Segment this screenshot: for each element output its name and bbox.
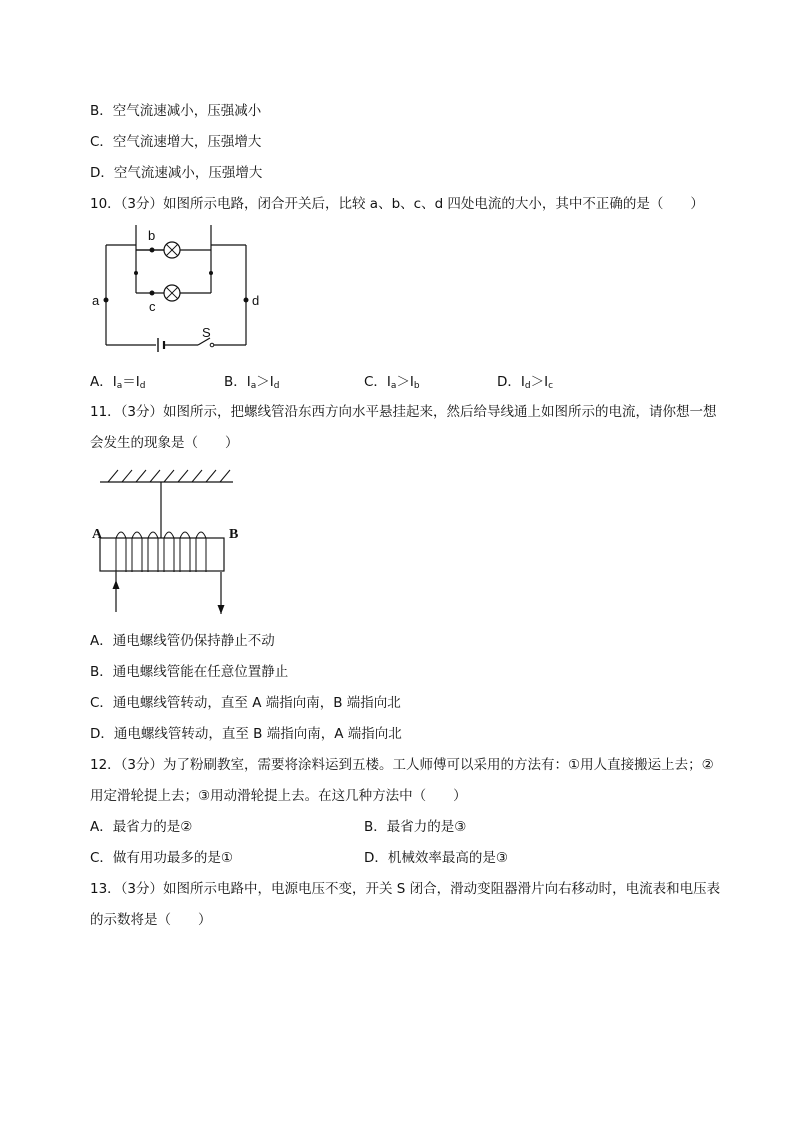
- q11-option-c: C．通电螺线管转动，直至 A 端指向南，B 端指向北: [90, 695, 401, 711]
- q10-circuit-diagram: [86, 225, 276, 360]
- q10-label-a: a: [92, 293, 100, 308]
- q10-label-d: d: [252, 293, 260, 308]
- q11-stem-line1: 11．（3分）如图所示，把螺线管沿东西方向水平悬挂起来，然后给导线通上如图所示的电流，请你想一想: [90, 404, 717, 420]
- q13-stem-line1: 13．（3分）如图所示电路中，电源电压不变，开关 S 闭合，滑动变阻器滑片向右移动时，电流表和电压表: [90, 881, 721, 897]
- q12-option-c: C．做有用功最多的是①: [90, 850, 234, 866]
- q10-option-c: C．$I_a>I_b$: [364, 374, 420, 391]
- q11-option-a: A．通电螺线管仍保持静止不动: [90, 633, 275, 649]
- q11-option-d: D．通电螺线管转动，直至 B 端指向南，A 端指向北: [90, 726, 402, 742]
- q10-label-c: c: [149, 299, 156, 314]
- q11-solenoid-diagram: [88, 462, 248, 622]
- q10-option-b: B．$I_a>I_d$: [224, 374, 280, 391]
- q11-label-b: B: [229, 527, 239, 542]
- q10-option-a: A．$I_a=I_d$: [90, 374, 146, 391]
- q10-stem: 10．（3分）如图所示电路，闭合开关后，比较 a、b、c、d 四处电流的大小，其中不正确的是（ ）: [90, 196, 704, 212]
- q12-option-d: D．机械效率最高的是③: [364, 850, 508, 866]
- q9-option-c: C．空气流速增大，压强增大: [90, 134, 262, 150]
- q12-stem-line1: 12．（3分）为了粉刷教室，需要将涂料运到五楼。工人师傅可以采用的方法有：①用人直接搬运上去；②: [90, 757, 714, 773]
- q9-option-b: B．空气流速减小，压强减小: [90, 103, 262, 119]
- q13-stem-line2: 的示数将是（ ）: [90, 912, 212, 928]
- q10-option-d: D．$I_d>I_c$: [497, 374, 554, 391]
- q11-option-b: B．通电螺线管能在任意位置静止: [90, 664, 289, 680]
- q9-option-d: D．空气流速减小，压强增大: [90, 165, 263, 181]
- q12-stem-line2: 用定滑轮提上去；③用动滑轮提上去。在这几种方法中（ ）: [90, 788, 467, 804]
- q11-label-a: A: [92, 527, 103, 542]
- q12-option-b: B．最省力的是③: [364, 819, 467, 835]
- q10-label-b: b: [148, 228, 156, 243]
- q11-stem-line2: 会发生的现象是（ ）: [90, 435, 239, 451]
- q10-label-s: S: [202, 325, 211, 340]
- q12-option-a: A．最省力的是②: [90, 819, 193, 835]
